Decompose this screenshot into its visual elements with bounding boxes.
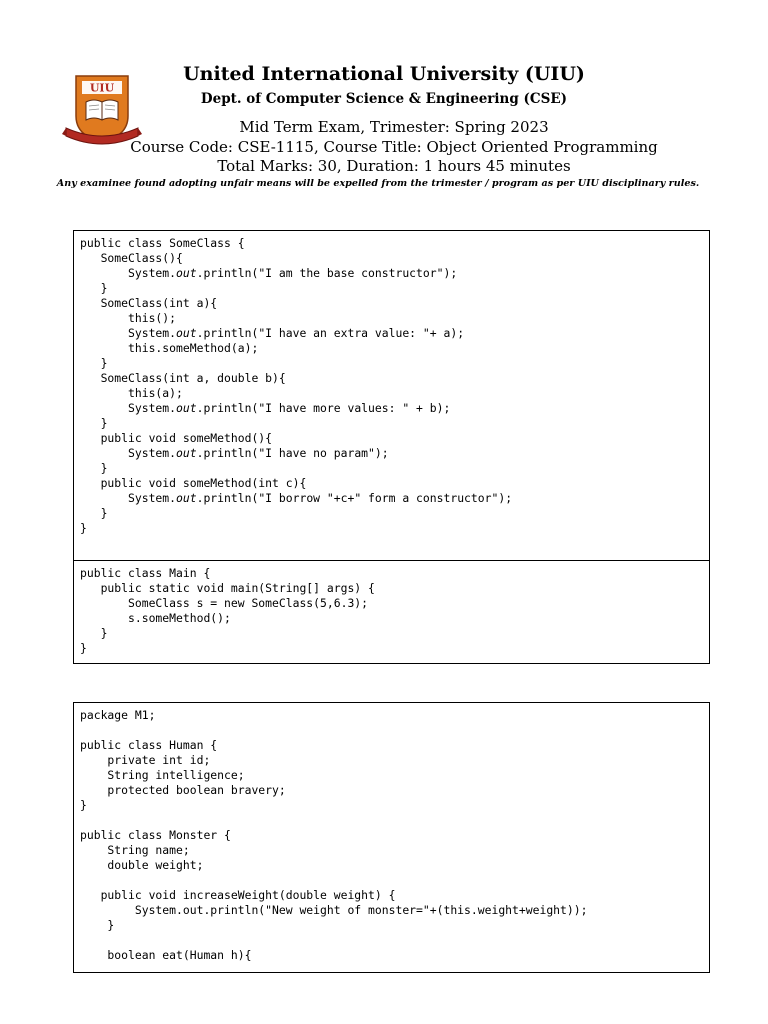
code-text: package M1; public class Human { private int id; String intelligence; protected boolean bravery; } public class Monster { String name; double weight; public void increaseWeight(double weight) { System.out.println("New weight of monster="+(this.weight+weight)); } boolean eat(Human h){ [80,708,588,962]
marks-duration: Total Marks: 30, Duration: 1 hours 45 minutes [217,157,571,175]
code-block-human-monster [73,702,710,973]
exam-title: Mid Term Exam, Trimester: Spring 2023 [239,118,549,136]
code-block-someclass [73,230,710,561]
logo-letters: UIU [89,81,115,95]
code-text: public class SomeClass { SomeClass(){ System.out.println("I am the base constructor"); } SomeClass(int a){ this(); System.out.println("I have an extra value: "+ a); this.someMethod(a); } SomeClass(int a, double b){ this(a); System.out.println("I have more values: " + b); } public void someMethod(){ System.out.println("I have no param"); } public void someMethod(int c){ System.out.println("I borrow "+c+" form a constructor"); } } [80,236,513,535]
course-info: Course Code: CSE-1115, Course Title: Object Oriented Programming [130,138,658,156]
code-text: public class Main { public static void main(String[] args) { SomeClass s = new SomeClass(5,6.3); s.someMethod(); } } [80,566,375,655]
department-name: Dept. of Computer Science & Engineering (CSE) [200,91,568,107]
unfair-means-warning: Any examinee found adopting unfair means will be expelled from the trimester / program as per UIU disciplinary rules. [56,178,700,189]
university-name: United International University (UIU) [183,63,585,85]
code-block-main [73,560,710,664]
